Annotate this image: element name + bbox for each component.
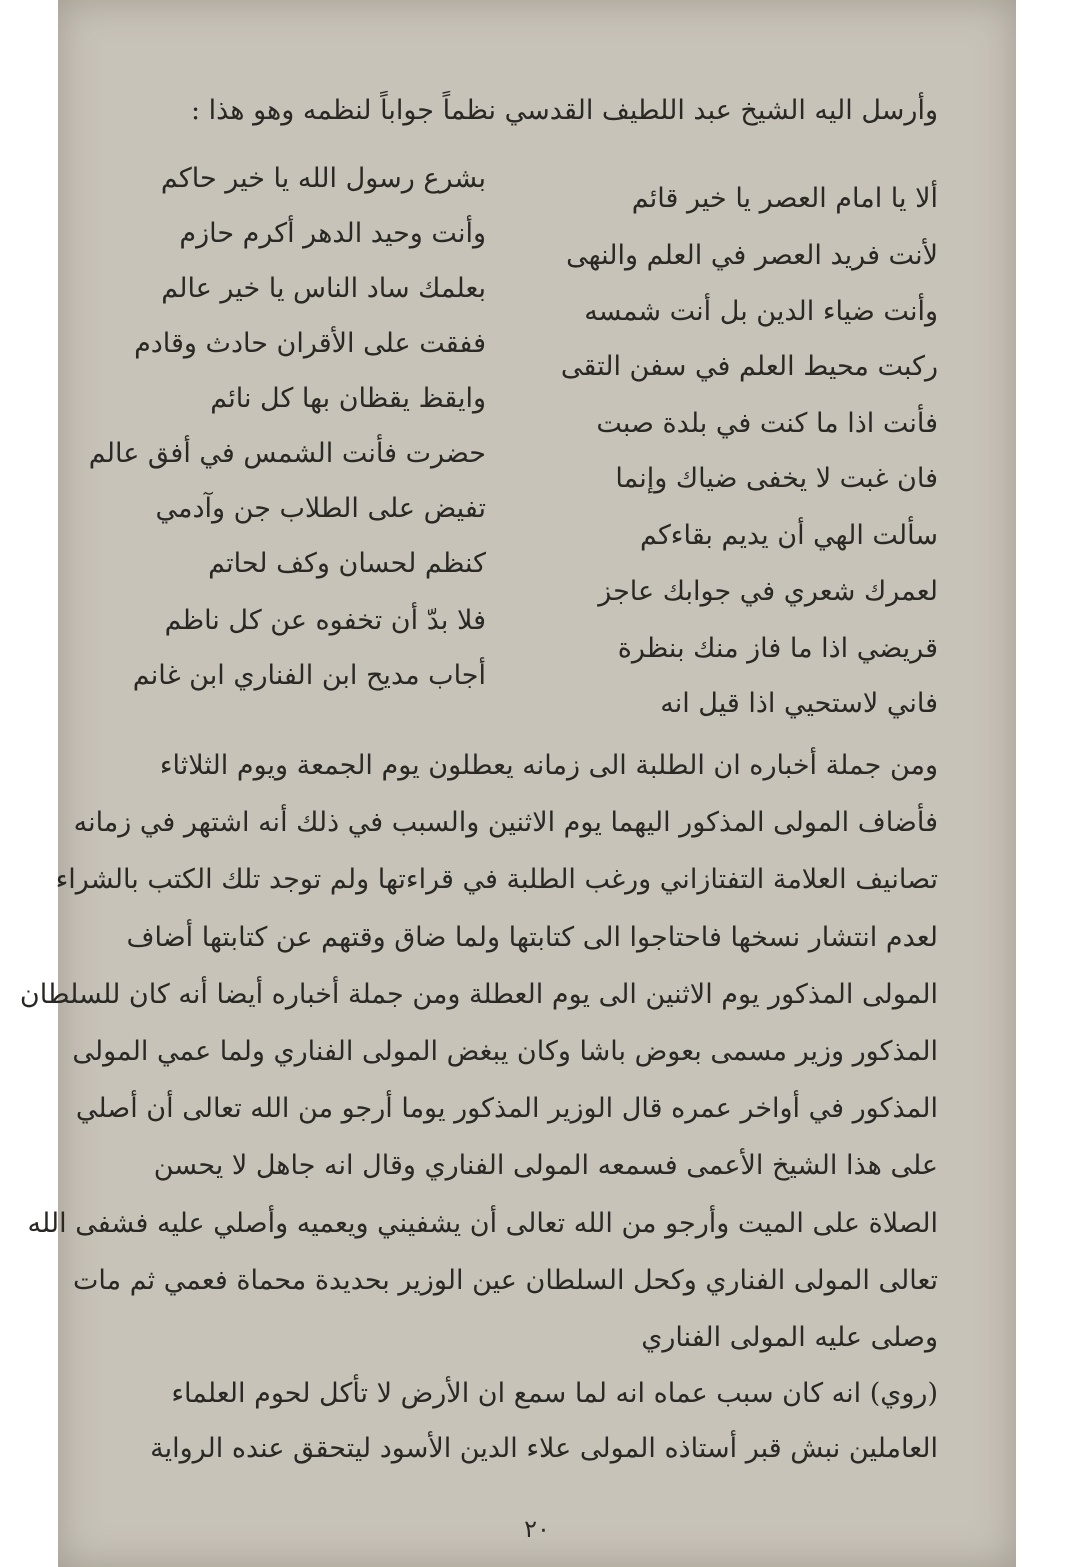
poem-verse-right: فأنت اذا ما كنت في بلدة صبت	[596, 408, 938, 439]
prose-line: تصانيف العلامة التفتازاني ورغب الطلبة في قراءتها ولم توجد تلك الكتب بالشراء	[55, 864, 938, 895]
prose-line: تعالى المولى الفناري وكحل السلطان عين الوزير بحديدة محماة فعمي ثم مات	[73, 1265, 938, 1296]
poem-verse-right: لعمرك شعري في جوابك عاجز	[598, 576, 938, 607]
book-page	[19, 0, 1016, 1567]
poem-verse-left: تفيض على الطلاب جن وآدمي	[155, 493, 486, 524]
prose-line: المولى المذكور يوم الاثنين الى يوم العطلة ومن جملة أخباره أيضا أنه كان للسلطان	[19, 979, 938, 1010]
poem-verse-right: ركبت محيط العلم في سفن التقى	[560, 351, 938, 382]
poem-verse-left: أجاب مديح ابن الفناري ابن غانم	[132, 660, 486, 691]
prose-line: المذكور وزير مسمى بعوض باشا وكان يبغض المولى الفناري ولما عمي المولى	[72, 1036, 938, 1067]
prose-line: لعدم انتشار نسخها فاحتاجوا الى كتابتها ولما ضاق وقتهم عن كتابتها أضاف	[126, 922, 938, 953]
poem	[88, 160, 938, 720]
poem-verse-left: كنظم لحسان وكف لحاتم	[208, 548, 486, 579]
poem-verse-left: بشرع رسول الله يا خير حاكم	[160, 163, 486, 194]
prose-line: العاملين نبش قبر أستاذه المولى علاء الدين الأسود ليتحقق عنده الرواية	[150, 1433, 938, 1464]
poem-verse-right: ألا يا امام العصر يا خير قائم	[631, 183, 938, 214]
prose-line: فأضاف المولى المذكور اليهما يوم الاثنين والسبب في ذلك أنه اشتهر في زمانه	[73, 807, 938, 838]
poem-verse-right: لأنت فريد العصر في العلم والنهى	[566, 240, 938, 271]
prose-line: ومن جملة أخباره ان الطلبة الى زمانه يعطلون يوم الجمعة ويوم الثلاثاء	[159, 750, 938, 781]
page-number: ٢٠	[524, 1515, 550, 1543]
prose-line: على هذا الشيخ الأعمى فسمعه المولى الفناري وقال انه جاهل لا يحسن	[153, 1150, 938, 1181]
poem-verse-left: بعلمك ساد الناس يا خير عالم	[161, 273, 486, 304]
poem-verse-right: وأنت ضياء الدين بل أنت شمسه	[584, 296, 938, 327]
poem-verse-left: حضرت فأنت الشمس في أفق عالم	[88, 438, 486, 469]
poem-verse-right: فان غبت لا يخفى ضياك وإنما	[615, 463, 938, 494]
intro-line: وأرسل اليه الشيخ عبد اللطيف القدسي نظماً جواباً لنظمه وهو هذا :	[190, 95, 938, 126]
poem-verse-left: وايقظ يقظان بها كل نائم	[210, 383, 486, 414]
prose-line: وصلى عليه المولى الفناري	[641, 1322, 938, 1353]
poem-verse-right: سألت الهي أن يديم بقاءكم	[639, 520, 938, 551]
poem-verse-left: وأنت وحيد الدهر أكرم حازم	[179, 218, 486, 249]
poem-verse-right: قريضي اذا ما فاز منك بنظرة	[617, 633, 938, 664]
poem-verse-left: فلا بدّ أن تخفوه عن كل ناظم	[164, 605, 486, 636]
prose-line: (روي) انه كان سبب عماه انه لما سمع ان الأرض لا تأكل لحوم العلماء	[171, 1378, 938, 1409]
prose-line: المذكور في أواخر عمره قال الوزير المذكور يوما أرجو من الله تعالى أن أصلي	[75, 1093, 938, 1124]
prose-line: الصلاة على الميت وأرجو من الله تعالى أن يشفيني ويعميه وأصلي عليه فشفى الله	[27, 1208, 938, 1239]
poem-verse-left: ففقت على الأقران حادث وقادم	[134, 328, 486, 359]
poem-verse-right: فاني لاستحيي اذا قيل انه	[660, 688, 938, 719]
